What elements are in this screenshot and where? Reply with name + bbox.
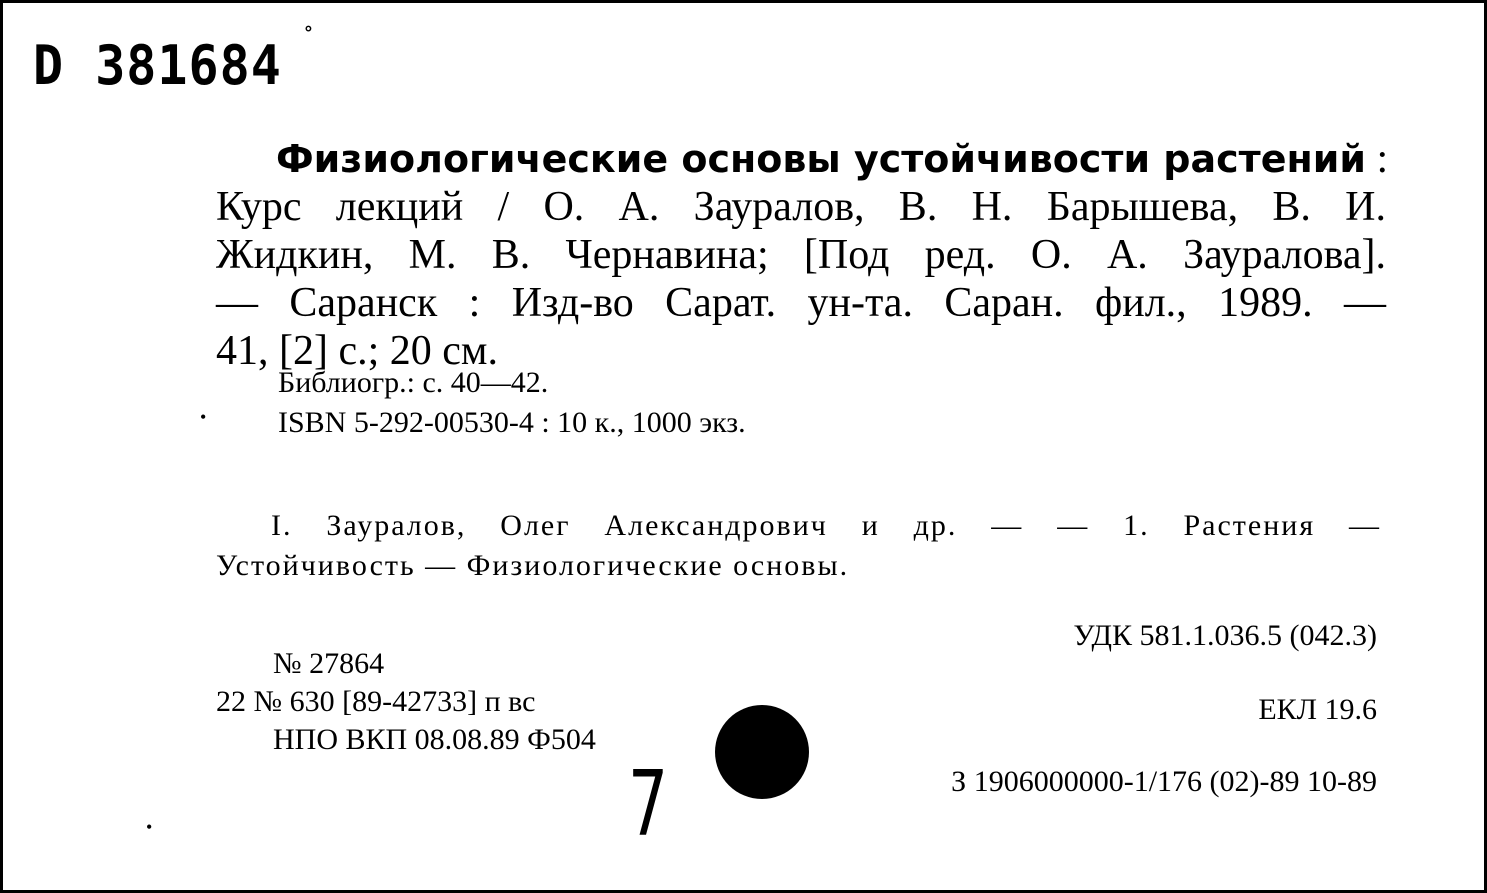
reference-line-1 bbox=[216, 135, 1389, 183]
card-number: № 27864 bbox=[273, 647, 385, 680]
call-number-mark: ° bbox=[303, 23, 314, 44]
tracings bbox=[216, 506, 1386, 586]
reference-line-5: 41, [2] с.; 20 см. bbox=[216, 328, 499, 374]
handwritten-mark: 7 bbox=[628, 752, 669, 857]
catalog-card bbox=[3, 3, 1484, 890]
order-number: 22 № 630 [89-42733] п вс bbox=[216, 685, 536, 718]
reference-line-2: Курс лекций / О. А. Зауралов, В. Н. Барышева, В. И. bbox=[216, 184, 1386, 230]
price-code: З 1906000000-1/176 (02)-89 10-89 bbox=[951, 765, 1377, 798]
tracing-line-2: Устойчивость — Физиологические основы. bbox=[216, 549, 850, 582]
bullet-mark-bottom: • bbox=[146, 817, 153, 837]
publisher-info bbox=[216, 645, 596, 759]
organization-stamp: НПО ВКП 08.08.89 Ф504 bbox=[273, 723, 596, 756]
reference-line-4: — Саранск : Изд-во Сарат. ун-та. Саран. фил., 1989. — bbox=[216, 280, 1386, 326]
tracing-line-1: I. Зауралов, Олег Александрович и др. — — 1. Растения — bbox=[271, 509, 1381, 542]
call-number: D 381684 bbox=[33, 34, 282, 97]
udc-code: УДК 581.1.036.5 (042.3) bbox=[1073, 619, 1377, 652]
bibliographic-reference bbox=[216, 135, 1389, 375]
title-separator: : bbox=[1376, 136, 1389, 182]
notes bbox=[278, 363, 746, 443]
reference-line-3: Жидкин, М. В. Чернавина; [Под ред. О. А. Зауралова]. bbox=[216, 232, 1386, 278]
isbn-note: ISBN 5-292-00530-4 : 10 к., 1000 экз. bbox=[278, 406, 746, 439]
ekl-code: ЕКЛ 19.6 bbox=[1258, 693, 1377, 726]
bibliography-note: Библиогр.: с. 40—42. bbox=[278, 366, 549, 399]
bullet-mark: • bbox=[200, 407, 207, 427]
book-title: Физиологические основы устойчивости растений bbox=[276, 137, 1366, 181]
punch-hole bbox=[715, 705, 809, 799]
